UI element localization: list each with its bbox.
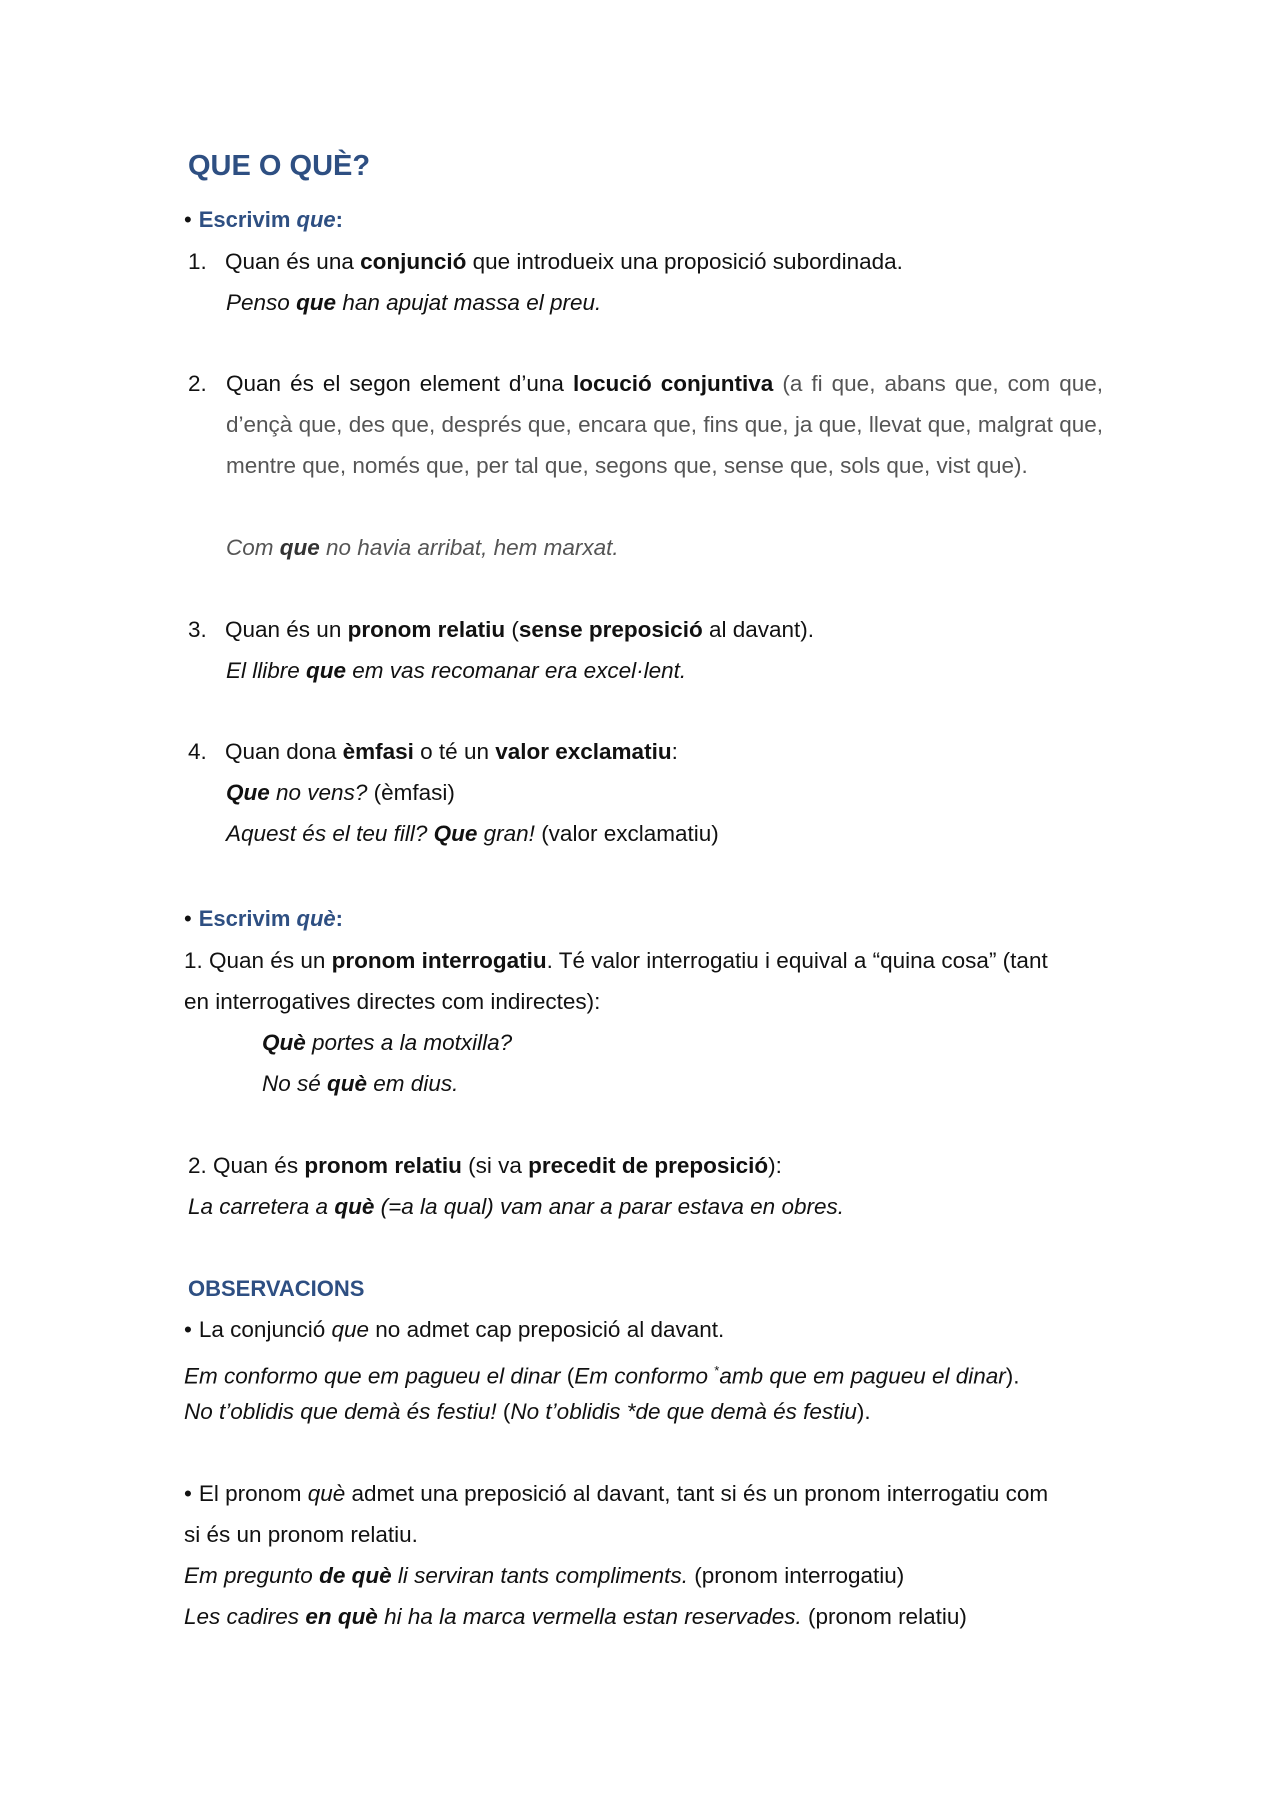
bullet-icon: • <box>184 207 192 232</box>
rule-que-3: 3. Quan és un pronom relatiu (sense preposició al davant). <box>188 617 815 642</box>
example-que-2: Com que no havia arribat, hem marxat. <box>226 535 619 560</box>
observation-2-cont: si és un pronom relatiu. <box>184 1522 418 1547</box>
rule-que-accent-1: 1. Quan és un pronom interrogatiu. Té valor interrogatiu i equival a “quina cosa” (tant <box>184 948 1048 973</box>
observations-heading: OBSERVACIONS <box>188 1276 365 1301</box>
example-que-4b: Aquest és el teu fill? Que gran! (valor exclamatiu) <box>226 821 719 846</box>
example-que-accent-1a: Què portes a la motxilla? <box>262 1030 513 1055</box>
page-title: QUE O QUÈ? <box>188 150 371 182</box>
observation-2: • El pronom què admet una preposició al davant, tant si és un pronom interrogatiu com <box>184 1481 1049 1506</box>
rule-que-2: Quan és el segon element d’una locució conjuntiva (a fi que, abans que, com que, d’ençà que, des que, després que, encara que, fins que, ja que, llevat que, malgrat que, mentre que, només que, per tal que, segons que, sense que, sols que, vist que). <box>226 371 1103 478</box>
example-que-accent-2: La carretera a què (=a la qual) vam anar a parar estava en obres. <box>188 1194 844 1219</box>
bullet-icon: • <box>184 1481 192 1506</box>
example-que-1: Penso que han apujat massa el preu. <box>226 290 602 315</box>
section-heading-que: • Escrivim que: <box>184 207 343 232</box>
observation-1-example-b: No t’oblidis que demà és festiu! (No t’oblidis *de que demà és festiu). <box>184 1399 871 1424</box>
observation-2-example-b: Les cadires en què hi ha la marca vermella estan reservades. (pronom relatiu) <box>184 1604 967 1629</box>
example-que-accent-1b: No sé què em dius. <box>262 1071 459 1096</box>
rule-que-1: 1. Quan és una conjunció que introdueix una proposició subordinada. <box>188 249 903 274</box>
bullet-icon: • <box>184 1317 192 1342</box>
example-que-3: El llibre que em vas recomanar era excel·lent. <box>226 658 687 683</box>
rule-que-accent-1-cont: en interrogatives directes com indirectes): <box>184 989 601 1014</box>
observation-1-example-a: Em conformo que em pagueu el dinar (Em conformo *amb que em pagueu el dinar). <box>184 1363 1020 1389</box>
bullet-icon: • <box>184 906 192 931</box>
section-heading-que-accent: • Escrivim què: <box>184 906 343 931</box>
example-que-4a: Que no vens? (èmfasi) <box>226 780 455 805</box>
observation-1: • La conjunció que no admet cap preposició al davant. <box>184 1317 725 1342</box>
observation-2-example-a: Em pregunto de què li serviran tants compliments. (pronom interrogatiu) <box>184 1563 905 1588</box>
rule-que-accent-2: 2. Quan és pronom relatiu (si va precedit de preposició): <box>188 1153 782 1178</box>
rule-que-2-num: 2. <box>188 371 207 396</box>
rule-que-4: 4. Quan dona èmfasi o té un valor exclamatiu: <box>188 739 678 764</box>
